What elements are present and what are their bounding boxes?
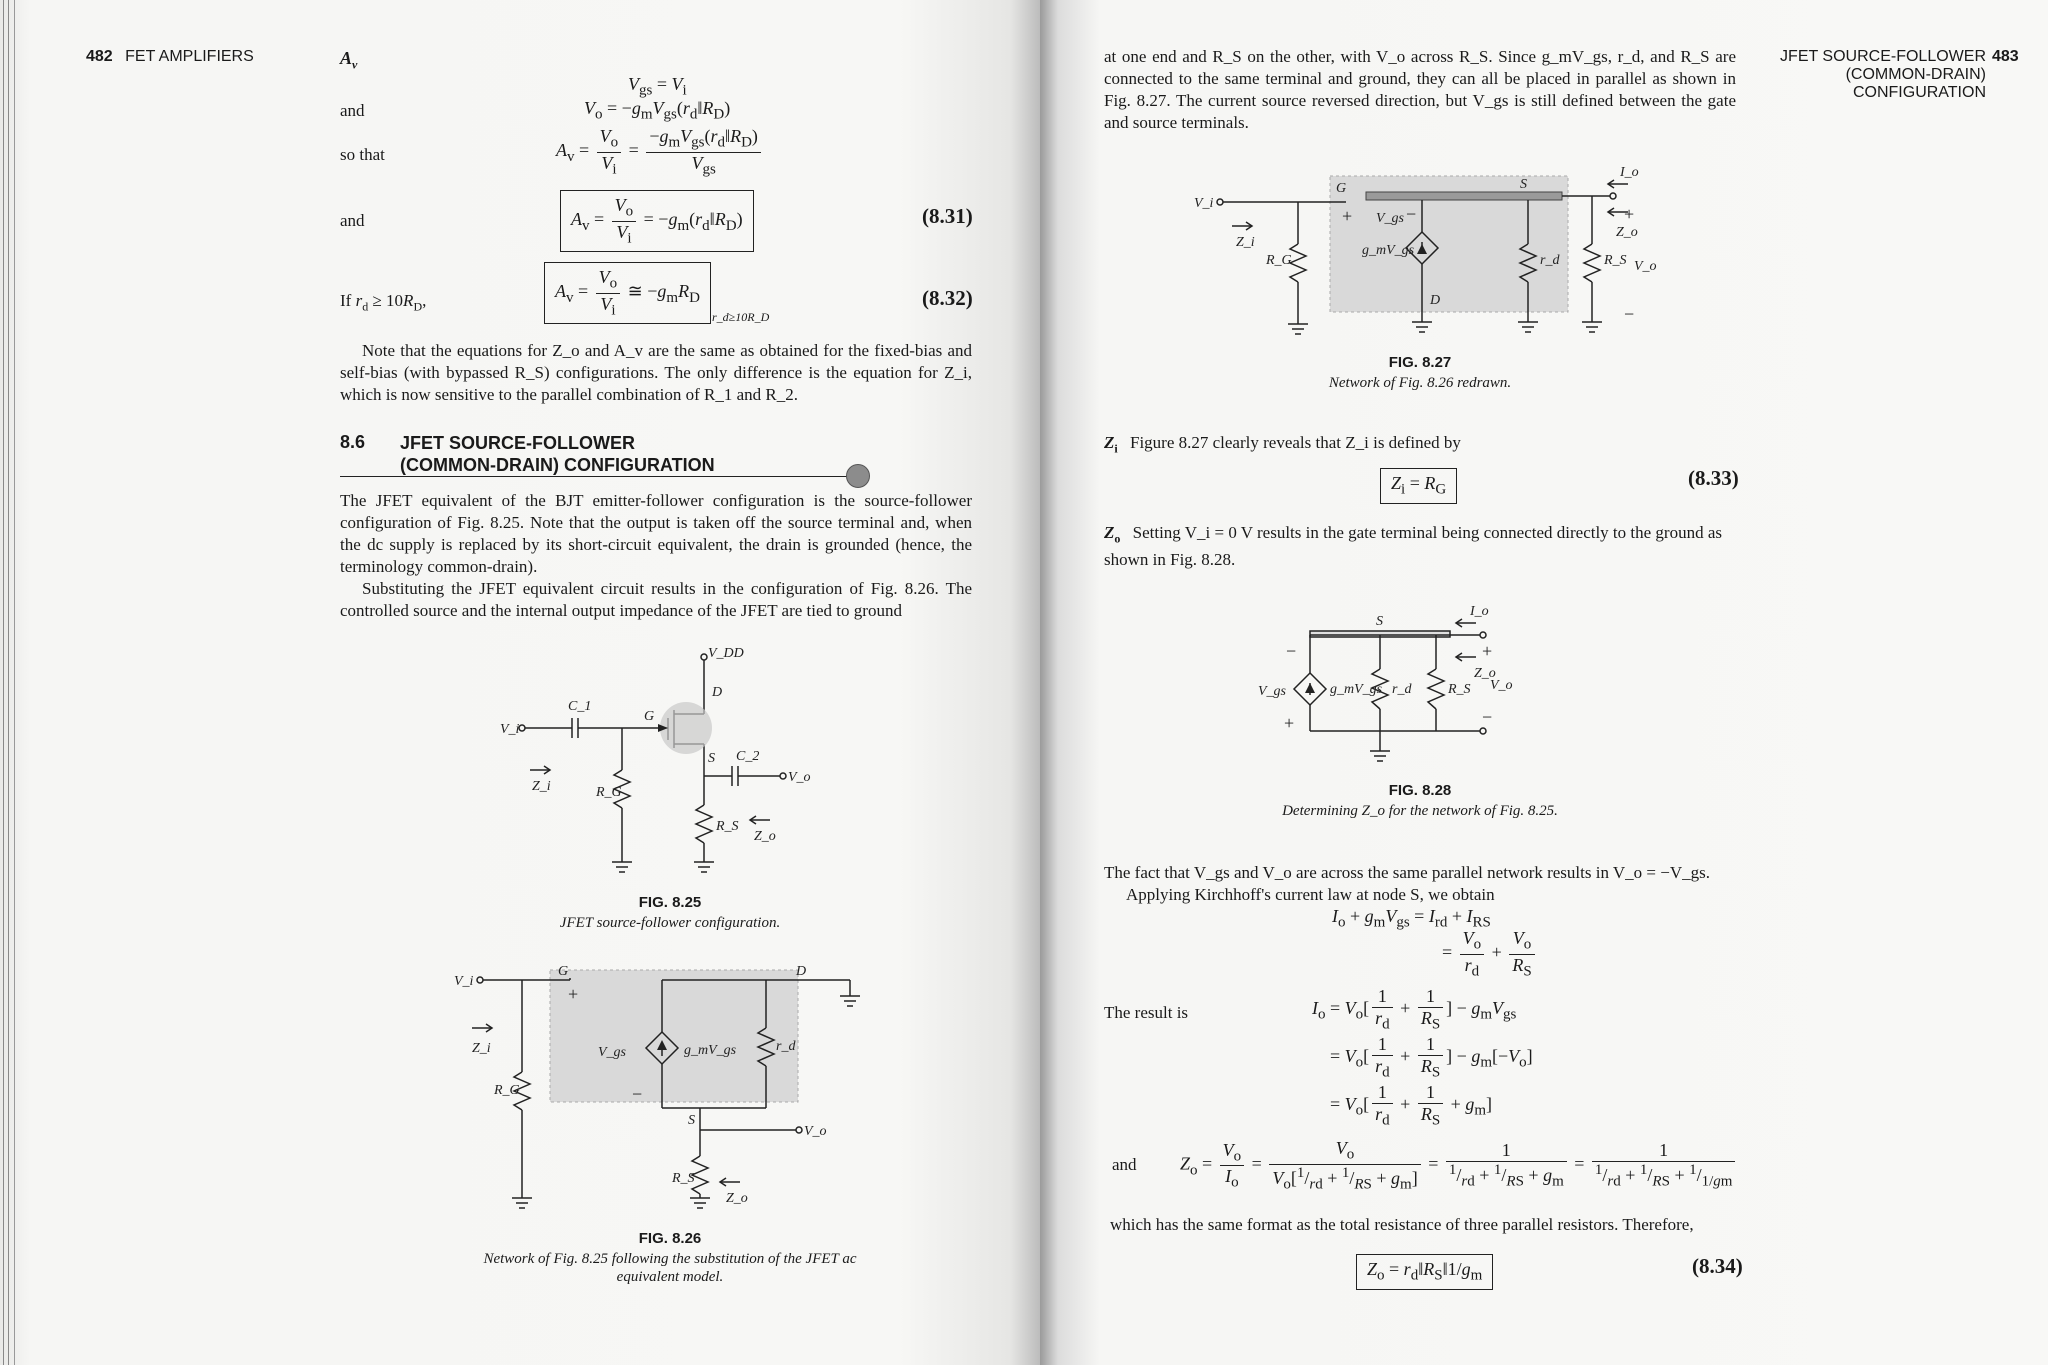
fig828-vgs-plus: +	[1284, 713, 1295, 733]
fig825-vi-label: V_i	[500, 722, 520, 737]
fig826-minus: −	[632, 1084, 643, 1104]
av-heading: $A_v$	[340, 48, 358, 72]
eq-8-32-condition: r_d≥10R_D	[712, 310, 770, 324]
fig-8-27-circuit	[1180, 160, 1657, 350]
eq-8-34-number: (8.34)	[1692, 1254, 1743, 1278]
fig828-vo-minus: −	[1482, 707, 1493, 727]
eq-vo: $V_o$ = $-g_mV_{gs}(r_d‖R_D)$	[584, 98, 731, 123]
section-rule	[340, 476, 858, 477]
running-head-left	[86, 48, 254, 66]
fig827-vi-label: V_i	[1194, 196, 1214, 211]
eq-kcl-2: = $\frac{V_o}{r_d}$ + $\frac{V_o}{R_S}$	[1442, 928, 1538, 980]
fig827-zo-label: Z_o	[1616, 225, 1638, 240]
fig827-io-label: I_o	[1620, 165, 1639, 180]
fig827-zi-label: Z_i	[1236, 235, 1255, 250]
fig828-rd-label: r_d	[1392, 682, 1412, 697]
fig827-s-label: S	[1520, 177, 1527, 192]
fig-8-25-caption: JFET source-follower configuration.	[559, 915, 781, 931]
fig825-c2-label: C_2	[736, 749, 760, 764]
eq-8-33-box: $Z_i = R_G$	[1380, 468, 1457, 504]
fig827-vo-minus: −	[1624, 304, 1635, 324]
kcl-line: Applying Kirchhoff's current law at node S, we obtain	[1126, 885, 1495, 904]
fig828-rs-label: R_S	[1448, 682, 1471, 697]
fig828-s-label: S	[1376, 614, 1383, 629]
fig-8-26-caption	[440, 1250, 900, 1286]
fig-8-26-caption-line-1: Network of Fig. 8.25 following the substitution of the JFET ac	[483, 1251, 857, 1267]
section-paragraph-1: The JFET equivalent of the BJT emitter-follower configuration is the source-follower configuration of Fig. 8.25. Note that the output is taken off the source terminal and, when the dc supply is replaced by its short-circuit equivalent, the drain is grounded (hence, the terminology common-drain).	[340, 491, 972, 576]
fig-8-27-title: FIG. 8.27	[1388, 354, 1452, 371]
fig-8-26-circuit	[450, 960, 890, 1220]
eq-8-32-number: (8.32)	[922, 286, 973, 310]
fig825-zo-label: Z_o	[754, 829, 776, 844]
fig826-rs-label: R_S	[672, 1171, 695, 1186]
section-title-line-2: (COMMON-DRAIN) CONFIGURATION	[400, 455, 715, 475]
right-page	[1040, 0, 2048, 1365]
fact-line: The fact that V_gs and V_o are across the same parallel network results in V_o = −V_gs.	[1104, 863, 1710, 882]
fig826-d-label: D	[796, 964, 807, 979]
fig826-vi-label: V_i	[454, 974, 474, 989]
fig825-vo-label: V_o	[788, 770, 811, 785]
fig825-vdd-label: V_DD	[708, 646, 744, 661]
fig826-s-label: S	[688, 1113, 695, 1128]
fig826-zi-label: Z_i	[472, 1041, 491, 1056]
section-title	[400, 432, 715, 476]
fig825-rs-label: R_S	[716, 819, 739, 834]
fig-8-28-circuit	[1250, 605, 1580, 765]
fig827-plus: +	[1342, 206, 1353, 226]
fig-8-28-caption: Determining Z_o for the network of Fig. 8.25.	[1282, 803, 1558, 819]
page-number-left: 482	[86, 48, 113, 65]
fig826-gmvgs-label: g_mV_gs	[684, 1043, 737, 1058]
fig828-zo-label: Z_o	[1474, 666, 1496, 681]
fig-8-25-circuit	[500, 640, 840, 880]
page-edge	[0, 0, 15, 1365]
fig828-gmvgs-label: g_mV_gs	[1330, 682, 1383, 697]
and-label: and	[1112, 1155, 1137, 1174]
eq-8-33-number: (8.33)	[1688, 466, 1739, 490]
fig827-vgs-label: V_gs	[1376, 211, 1404, 226]
label-if-rd: If $r_d \ge 10R_D$,	[340, 291, 427, 314]
eq-8-31-number: (8.31)	[922, 204, 973, 228]
eq-result-3: = $V_o$[ $\frac{1}{r_d}$ + $\frac{1}{R_S}$ + $g_m$]	[1330, 1082, 1492, 1129]
running-head-right-line-1: JFET SOURCE-FOLLOWER	[1780, 48, 1986, 65]
zi-paragraph: $Z_i$ Figure 8.27 clearly reveals that Z_i is defined by	[1104, 433, 1461, 456]
fig827-minus: −	[1406, 204, 1417, 224]
fig827-gmvgs-label: g_mV_gs	[1362, 243, 1415, 258]
fig-8-25-title: FIG. 8.25	[638, 894, 702, 911]
eq-av-ratio: $A_v$ = $\frac{V_o}{V_i}$ = $\frac{-g_mV_{gs}(r_d‖R_D)}{V_{gs}}$	[556, 126, 764, 178]
fig827-rg-label: R_G	[1266, 253, 1292, 268]
fig827-vo-plus: +	[1624, 204, 1635, 224]
fig825-c1-label: C_1	[568, 699, 592, 714]
running-head-right-line-3: CONFIGURATION	[1852, 84, 1986, 101]
note-paragraph: Note that the equations for Z_o and A_v are the same as obtained for the fixed-bias and self-bias (with bypassed R_S) configurations. The only difference is the equation for Z_i, which is now sensitive to the parallel combination of R_1 and R_2.	[340, 341, 972, 404]
section-title-line-1: JFET SOURCE-FOLLOWER	[400, 433, 635, 453]
fig826-vo-label: V_o	[804, 1124, 827, 1139]
fig827-g-label: G	[1336, 181, 1347, 196]
fig827-rd-label: r_d	[1540, 253, 1560, 268]
fig828-vo-label: V_o	[1490, 678, 1513, 693]
section-marker-dot	[846, 464, 870, 488]
zi-text: Figure 8.27 clearly reveals that Z_i is defined by	[1129, 433, 1461, 452]
fig826-rg-label: R_G	[494, 1083, 520, 1098]
fig827-vo-label: V_o	[1634, 259, 1657, 274]
section-paragraph-2: Substituting the JFET equivalent circuit results in the configuration of Fig. 8.26. The controlled source and the internal output impedance of the JFET are tied to ground	[340, 579, 972, 620]
fig-8-28-title: FIG. 8.28	[1388, 782, 1452, 799]
fig825-rg-label: R_G	[596, 785, 622, 800]
label-and-2: and	[340, 211, 365, 230]
fig826-zo-label: Z_o	[726, 1191, 748, 1206]
fig825-g-label: G	[644, 709, 655, 724]
fig-8-27-caption: Network of Fig. 8.26 redrawn.	[1328, 375, 1512, 391]
fig825-d-label: D	[712, 685, 723, 700]
intro-paragraph: at one end and R_S on the other, with V_o across R_S. Since g_mV_gs, r_d, and R_S are connected to the same terminal and ground, they can all be placed in parallel as shown in Fig. 8.27. The current source reversed direction, but V_gs is still defined between the gate and source terminals.	[1104, 47, 1736, 132]
fig828-vgs-label: V_gs	[1258, 684, 1286, 699]
label-so-that: so that	[340, 145, 385, 164]
eq-result-1: $I_o = V_o$[ $\frac{1}{r_d}$ + $\frac{1}{R_S}$ ] − $g_mV_{gs}$	[1312, 986, 1517, 1033]
fig827-rs-label: R_S	[1604, 253, 1627, 268]
running-head-title-left: FET AMPLIFIERS	[125, 48, 254, 65]
fig828-io-label: I_o	[1470, 604, 1489, 619]
fig826-vgs-label: V_gs	[598, 1045, 626, 1060]
zo-paragraph: $Z_o$ Setting V_i = 0 V results in the gate terminal being connected directly to the ground as shown in Fig. 8.28.	[1104, 523, 1722, 570]
section-number: 8.6	[340, 432, 366, 452]
eq-result-2: = $V_o$[ $\frac{1}{r_d}$ + $\frac{1}{R_S}$ ] − $g_m[-V_o]$	[1330, 1034, 1533, 1081]
fig828-vgs-minus: −	[1286, 641, 1297, 661]
fig826-g-label: G	[558, 964, 569, 979]
eq-vgs: $V_{gs} = V_i$	[628, 74, 687, 99]
zo-text: Setting V_i = 0 V results in the gate terminal being connected directly to the ground as shown in Fig. 8.28.	[1104, 523, 1722, 570]
fig826-plus: +	[568, 984, 579, 1004]
fig827-d-label: D	[1430, 293, 1441, 308]
fig825-zi-label: Z_i	[532, 779, 551, 794]
result-label: The result is	[1104, 1003, 1189, 1022]
eq-zo-full: $Z_o$ = $\frac{V_o}{I_o}$ = $\frac{V_o}{V_o[^1/_{rd} + ^1/_{RS} + g_m]}$ = $\frac{1}{^1/_{rd} + ^1/_{RS} + g_m}$ = $\frac{1}{^1/_{rd} + ^1/_{RS} + ^1/_{1/gm}}$	[1180, 1138, 1738, 1193]
fig828-vo-plus: +	[1482, 641, 1493, 661]
fig-8-26-title: FIG. 8.26	[638, 1230, 702, 1247]
fig825-s-label: S	[708, 751, 715, 766]
page-number-right: 483	[1992, 48, 2019, 65]
running-head-right-line-2: (COMMON-DRAIN)	[1845, 66, 1986, 83]
eq-kcl-1: $I_o + g_mV_{gs} = I_{rd} + I_{RS}$	[1332, 906, 1491, 931]
label-and-1: and	[340, 101, 365, 120]
fig826-rd-label: r_d	[776, 1039, 796, 1054]
eq-8-31-box: $A_v$ = $\frac{V_o}{V_i}$ = $-g_m(r_d‖R_D)$	[560, 190, 754, 252]
eq-8-32-box: $A_v$ = $\frac{V_o}{V_i}$ ≅ $-g_mR_D$	[544, 262, 711, 324]
running-head-right	[1756, 48, 1986, 102]
fig-8-26-caption-line-2: equivalent model.	[616, 1269, 724, 1285]
parallel-line: which has the same format as the total resistance of three parallel resistors. Therefore,	[1110, 1215, 1694, 1234]
eq-8-34-box: $Z_o$ = $r_d‖R_S‖1/g_m$	[1356, 1254, 1493, 1290]
